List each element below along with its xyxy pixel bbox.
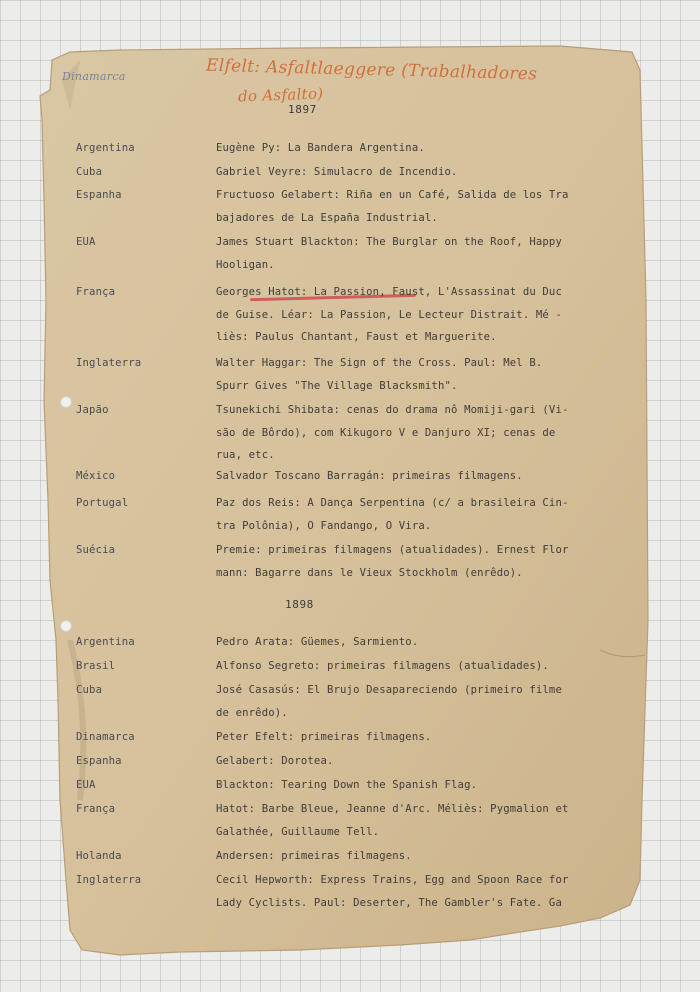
entry-text-line: tra Polônia), O Fandango, O Vira. [216, 519, 432, 532]
country-label: Espanha [76, 189, 122, 201]
entry-text-line: mann: Bagarre dans le Vieux Stockholm (enrêdo). [216, 566, 523, 579]
entry-text-line: Alfonso Segreto: primeiras filmagens (atualidades). [216, 660, 549, 672]
entry-text-line: Fructuoso Gelabert: Riña en un Café, Salida de los Tra [216, 189, 569, 201]
entry-text-line: Hooligan. [216, 258, 275, 271]
country-label: Argentina [76, 142, 135, 154]
entry-text-line: de Guise. Léar: La Passion, Le Lecteur Distrait. Mé - [216, 308, 562, 321]
country-label: EUA [76, 779, 96, 791]
entry-text-line: Salvador Toscano Barragán: primeiras filmagens. [216, 470, 523, 482]
punch-hole [60, 396, 72, 408]
entry-text-line: Spurr Gives "The Village Blacksmith". [216, 379, 458, 392]
entry-text-line: Blackton: Tearing Down the Spanish Flag. [216, 779, 478, 791]
entry-text-line: Galathée, Guillaume Tell. [216, 825, 380, 838]
entry-text-line: Peter Efelt: primeiras filmagens. [216, 731, 432, 743]
country-label: Holanda [76, 850, 122, 862]
country-label: Inglaterra [76, 357, 142, 369]
entry-text-line: James Stuart Blackton: The Burglar on the Roof, Happy [216, 236, 562, 248]
entry-text-line: rua, etc. [216, 449, 275, 461]
country-label: Cuba [76, 684, 103, 696]
entry-text-line: Walter Haggar: The Sign of the Cross. Paul: Mel B. [216, 357, 543, 369]
entry-text-line: José Casasús: El Brujo Desapareciendo (primeiro filme [216, 684, 562, 696]
entry-text-line: Gabriel Veyre: Simulacro de Incendio. [216, 166, 458, 178]
entry-text-line: Gelabert: Dorotea. [216, 755, 334, 767]
entry-text-line: Paz dos Reis: A Dança Serpentina (c/ a brasileira Cin- [216, 497, 569, 509]
entry-text-line: liès: Paulus Chantant, Faust et Marguerite. [216, 331, 497, 343]
handwritten-annotation-line1: Elfelt: Asfaltlaeggere (Trabalhadores [205, 55, 538, 85]
country-label: EUA [76, 236, 96, 248]
entry-text-line: Hatot: Barbe Bleue, Jeanne d'Arc. Méliès: Pygmalion et [216, 803, 569, 815]
year-heading: 1897 [288, 103, 317, 116]
country-label: México [76, 470, 116, 482]
country-label: Portugal [76, 497, 129, 509]
entry-text-line: Tsunekichi Shibata: cenas do drama nô Momiji-gari (Vi- [216, 404, 569, 416]
entry-text-line: Georges Hatot: La Passion, Faust, L'Assassinat du Duc [216, 286, 562, 298]
country-label: Brasil [76, 660, 116, 672]
country-label: Japão [76, 404, 109, 416]
country-label: Dinamarca [76, 731, 135, 743]
entry-text-line: são de Bôrdo), com Kikugoro V e Danjuro XI; cenas de [216, 426, 556, 439]
country-label: Espanha [76, 755, 122, 767]
country-label: Argentina [76, 636, 135, 648]
handwritten-annotation-line2: do Asfalto) [237, 84, 324, 106]
country-label: França [76, 286, 116, 298]
year-heading: 1898 [285, 598, 314, 611]
country-label: Suécia [76, 544, 116, 556]
entry-text-line: Pedro Arata: Güemes, Sarmiento. [216, 636, 419, 648]
entry-text-line: bajadores de La España Industrial. [216, 211, 438, 224]
entry-text-line: Lady Cyclists. Paul: Deserter, The Gambler's Fate. Ga [216, 896, 562, 909]
punch-hole [60, 620, 72, 632]
entry-text-line: Andersen: primeiras filmagens. [216, 850, 412, 862]
margin-annotation: Dinamarca [62, 70, 126, 83]
country-label: Cuba [76, 166, 103, 178]
country-label: Inglaterra [76, 874, 142, 886]
country-label: França [76, 803, 116, 815]
entry-text-line: de enrêdo). [216, 706, 288, 719]
entry-text-line: Eugène Py: La Bandera Argentina. [216, 142, 425, 154]
entry-text-line: Cecil Hepworth: Express Trains, Egg and Spoon Race for [216, 874, 569, 886]
entry-text-line: Premie: primeiras filmagens (atualidades). Ernest Flor [216, 544, 569, 556]
